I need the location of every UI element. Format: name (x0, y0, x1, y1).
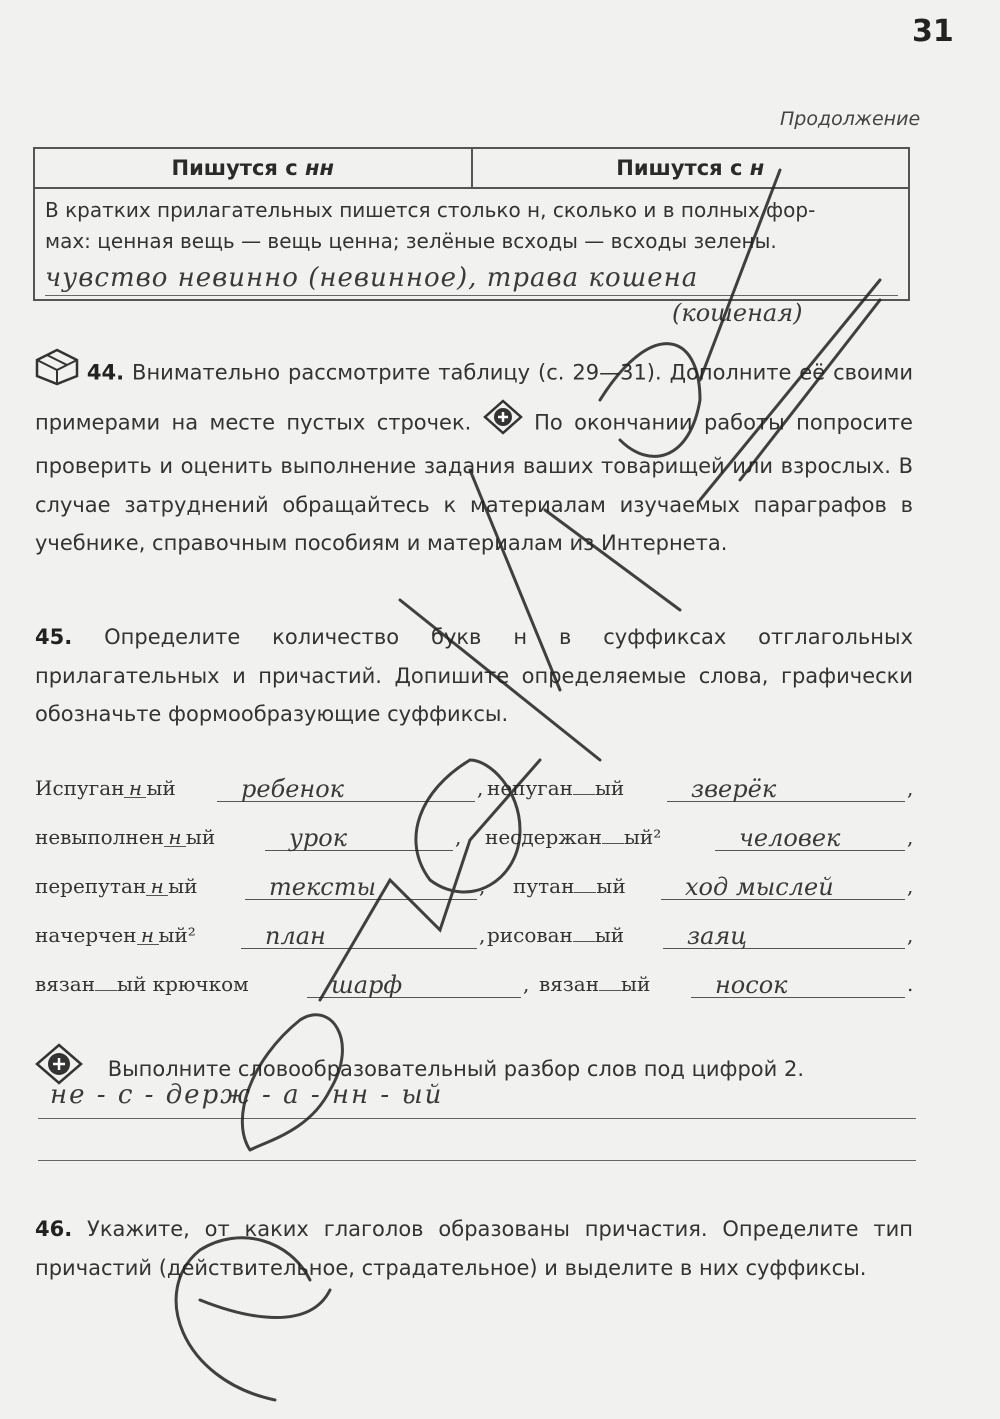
answer-field[interactable]: ребенок (217, 778, 475, 802)
col-header-nn: Пишутся с нн (35, 149, 473, 187)
col-header-n: Пишутся с н (616, 156, 765, 180)
task-46-text: Укажите, от каких глаголов образованы причастия. Определите тип причастий (действительное, страдательное) и выделите в них суффиксы. (35, 1217, 913, 1280)
answer-field[interactable]: носок (691, 974, 905, 998)
right-word: рисован ый (487, 923, 625, 947)
right-word: непуган ый (487, 776, 625, 800)
letter-blank[interactable] (602, 825, 624, 844)
subtask-text: Выполните словообразовательный разбор слов под цифрой 2. (107, 1057, 805, 1081)
answer-field[interactable]: тексты (245, 876, 477, 900)
table-header (35, 149, 908, 189)
letter-blank[interactable]: н (124, 779, 146, 798)
task-45-text: Определите количество букв н в суффиксах отглагольных прилагательных и причастий. Допишите определяемые слова, графически обозначьте формообразующие суффиксы. (35, 625, 913, 726)
page-number: 31 (912, 14, 954, 49)
answer-field[interactable]: заяц (663, 925, 905, 949)
letter-blank[interactable]: н (146, 877, 168, 896)
letter-blank[interactable] (574, 874, 596, 893)
answer-field[interactable]: ход мыслей (661, 876, 905, 900)
rule-line-2: мах: ценная вещь — вещь ценна; зелёные всходы — всходы зелены. (45, 229, 777, 253)
right-word: несдержан ый² (485, 825, 662, 849)
letter-blank[interactable] (95, 972, 117, 991)
table-rule-cell (35, 189, 908, 296)
answer-line-1[interactable] (38, 1118, 916, 1119)
handwritten-example: чувство невинно (невинное), трава кошена (45, 261, 898, 296)
task-44-number: 44. (86, 360, 125, 385)
subtask-answer: не - с - держ - а - нн - ый (50, 1080, 444, 1110)
continuation-label: Продолжение (780, 108, 921, 130)
letter-blank[interactable] (599, 972, 621, 991)
left-word: вязан ый крючком (35, 972, 249, 996)
handwritten-note: (кошеная) (672, 299, 803, 327)
left-word: начерчен н ый² (35, 923, 196, 947)
task-44-text-2: По окончании работы попросите проверить и оценить выполнение задания ваших товарищей или взрослых. В случае затруднений обращайтесь к материалам изучаемых параграфов в учебнике, справочным пособиям и материалам из Интернета. (35, 409, 913, 555)
task-45 (35, 618, 913, 734)
left-word: Испуган н ый (35, 776, 176, 800)
task-45-number: 45. (35, 625, 73, 649)
answer-field[interactable]: урок (265, 827, 453, 851)
cube-icon (35, 348, 79, 399)
answer-field[interactable]: шарф (307, 974, 521, 998)
answer-line-2[interactable] (38, 1160, 916, 1161)
right-word: путан ый (513, 874, 626, 898)
answer-field[interactable]: зверёк (667, 778, 905, 802)
task-44 (35, 348, 913, 563)
left-word: перепутан н ый (35, 874, 198, 898)
letter-blank[interactable] (573, 923, 595, 942)
task-46-number: 46. (35, 1217, 73, 1241)
plus-diamond-icon (483, 399, 523, 448)
task-46 (35, 1210, 913, 1287)
spelling-rules-table (33, 147, 910, 301)
letter-blank[interactable] (573, 776, 595, 795)
left-word: невыполнен н ый (35, 825, 216, 849)
right-word: вязан ый (539, 972, 651, 996)
task-44-text-1: Внимательно рассмотрите таблицу (с. 29—31). Дополните её своими примерами на месте пустых строчек. (35, 360, 913, 434)
answer-field[interactable]: человек (715, 827, 905, 851)
letter-blank[interactable]: н (137, 926, 159, 945)
rule-line-1: В кратких прилагательных пишется столько н, сколько и в полных фор- (45, 198, 816, 222)
answer-field[interactable]: план (241, 925, 477, 949)
letter-blank[interactable]: н (164, 828, 186, 847)
